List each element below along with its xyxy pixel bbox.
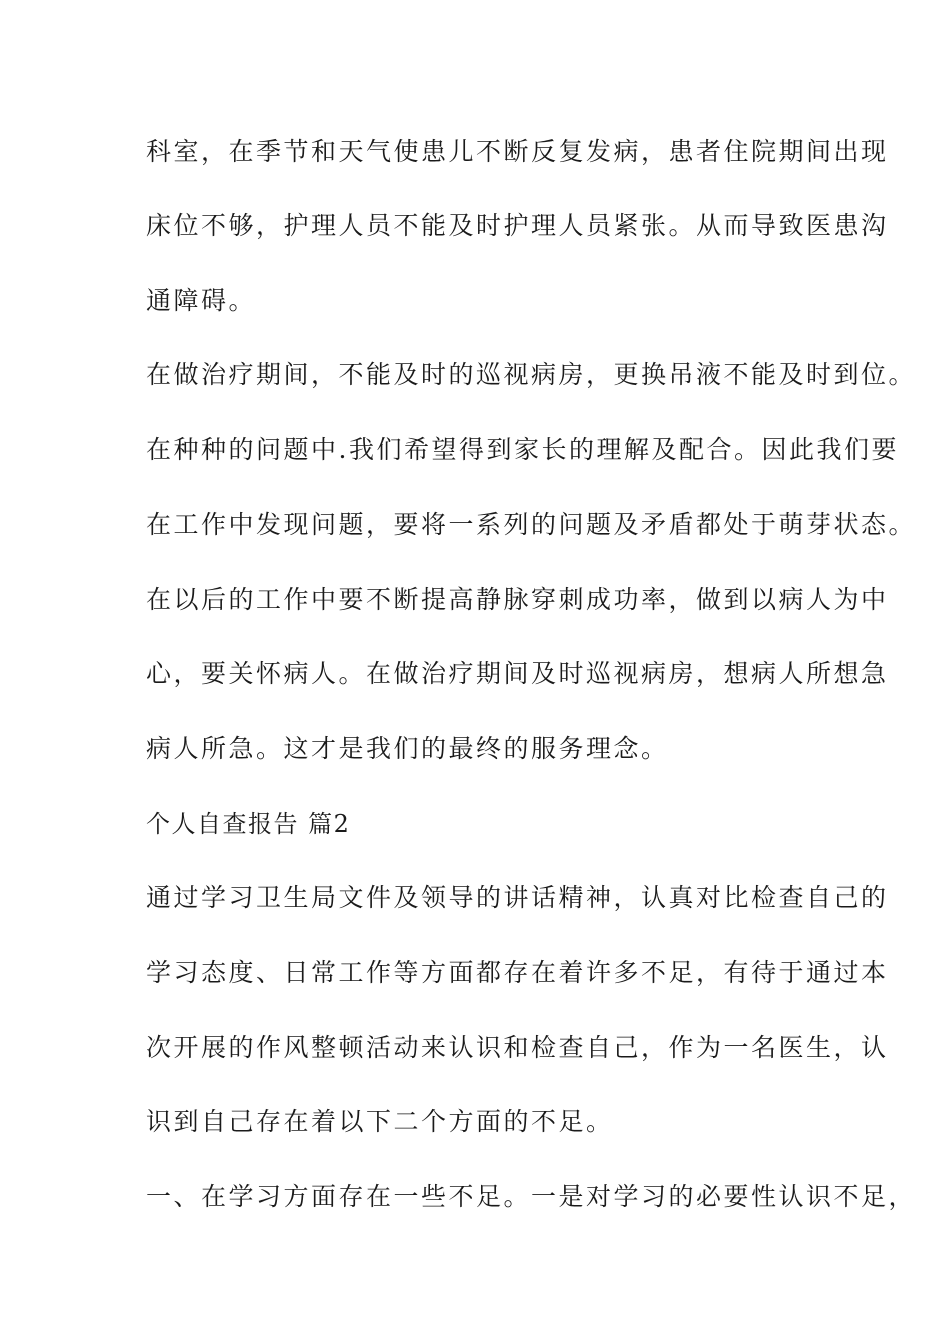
- paragraph-line: 心，要关怀病人。在做治疗期间及时巡视病房，想病人所想急: [146, 659, 889, 688]
- section-heading: 个人自查报告 篇2: [146, 810, 351, 838]
- paragraph-line: 学习态度、日常工作等方面都存在着许多不足，有待于通过本: [146, 958, 889, 987]
- paragraph-line: 科室，在季节和天气使患儿不断反复发病，患者住院期间出现: [146, 137, 889, 166]
- paragraph-line: 一、在学习方面存在一些不足。一是对学习的必要性认识不足，: [146, 1182, 917, 1211]
- paragraph-line: 病人所急。这才是我们的最终的服务理念。: [146, 734, 669, 763]
- paragraph-line: 在以后的工作中要不断提高静脉穿刺成功率，做到以病人为中: [146, 585, 889, 614]
- paragraph-line: 次开展的作风整顿活动来认识和检查自己，作为一名医生，认: [146, 1033, 889, 1062]
- paragraph-line: 在工作中发现问题，要将一系列的问题及矛盾都处于萌芽状态。: [146, 510, 917, 539]
- paragraph-line: 在种种的问题中.我们希望得到家长的理解及配合。因此我们要: [146, 435, 899, 464]
- paragraph-line: 床位不够，护理人员不能及时护理人员紧张。从而导致医患沟: [146, 211, 889, 240]
- paragraph-line: 识到自己存在着以下二个方面的不足。: [146, 1107, 614, 1136]
- paragraph-line: 在做治疗期间，不能及时的巡视病房，更换吊液不能及时到位。: [146, 360, 917, 389]
- paragraph-line: 通障碍。: [146, 286, 257, 315]
- paragraph-line: 通过学习卫生局文件及领导的讲话精神，认真对比检查自己的: [146, 883, 889, 912]
